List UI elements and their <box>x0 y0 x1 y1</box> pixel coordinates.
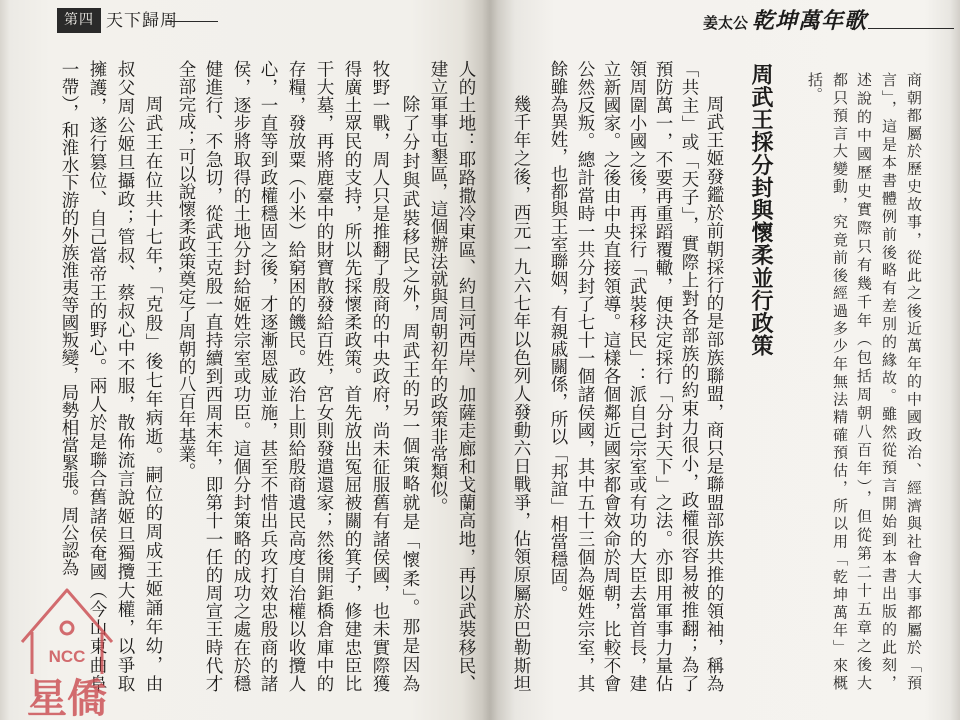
publisher-stamp <box>16 582 118 718</box>
text-column: 得廣土眾民的支持，所以先採懷柔政策。首先放出冤屈被關的箕子，修建忠臣比 <box>342 60 362 692</box>
text-column: 領周圍小國之後，再採行「武裝移民」：派自己宗室或有功的大臣去當首長，建 <box>627 60 647 692</box>
chapter-label: 第四章 <box>57 8 101 33</box>
text-column: 存糧，發放粟（小米）給窮困的饑民。政治上則給殷商遺民高度自治權以收攬人 <box>286 60 306 692</box>
text-column: 健進行、不急切，從武王克殷一直持續到西周末年，即第十一任的周宣王時代才 <box>203 60 223 692</box>
text-column: 一帶），和淮水下游的外族淮夷等國叛變，局勢相當緊張。周公認為 <box>59 60 79 577</box>
text-column: 周武王在位共十七年，「克殷」後七年病逝。嗣位的周成王姬誦年幼，由 <box>143 95 163 692</box>
text-column: 干大墓，再將鹿臺中的財寶散發給百姓，宮女則發遣還家；然後開鉅橋倉庫中的 <box>314 60 334 692</box>
intro-column: 括。 <box>806 72 824 102</box>
intro-column: 述說的中國歷史實際只有幾千年（包括周朝八百年），但從第二十五章之後大 <box>855 72 873 690</box>
text-column: 叔父周公姬旦攝政；管叔、蔡叔心中不服，散佈流言說姬旦獨攬大權，以爭取 <box>115 60 135 692</box>
stamp-ring <box>61 622 73 634</box>
text-column: 牧野一戰，周人只是推翻了殷商的中央政府，尚未征服舊有諸侯國，也未實際獲 <box>370 60 390 692</box>
intro-column: 言」，這是本書體例前後略有差別的緣故。雖然從預言開始到本書出版的此刻， <box>880 72 898 690</box>
text-column: 立新國家。之後由中央直接領導。這樣各個鄰近國家都會效命於周朝，比較不會 <box>601 60 621 692</box>
stamp-name: 星僑 <box>27 675 107 718</box>
text-column: 公然反叛。總計當時一共分封了七十一個諸侯國，其中五十三個為姬姓宗室，其 <box>575 60 595 692</box>
text-column: 「共主」或「天子」，實際上對各部族的約束力很小，政權很容易被推翻；為了 <box>679 60 699 692</box>
text-column: 心，一直等到政權穩固之後，才逐漸恩威並施，甚至不惜出兵攻打效忠殷商的諸 <box>258 60 278 692</box>
section-heading: 周武王採分封與懷柔並行政策 <box>748 63 774 357</box>
running-head-title: 乾坤萬年歌 <box>752 8 868 34</box>
left-header-rule <box>166 21 218 22</box>
right-header-rule <box>868 28 954 29</box>
text-column: 建立軍事屯墾區，這個辦法就與周朝初年的政策非常類似。 <box>428 60 448 515</box>
text-column: 全部完成；可以說懷柔政策奠定了周朝的八百年基業。 <box>176 60 196 480</box>
stamp-mark: NCC <box>48 647 86 666</box>
text-column: 人的土地：耶路撒冷東區、約旦河西岸、加薩走廊和戈蘭高地，再以武裝移民、 <box>456 60 476 692</box>
running-head-author: 姜太公 <box>703 14 749 32</box>
text-column: 擁護，遂行篡位、自己當帝王的野心。兩人於是聯合舊諸侯奄國（今山東曲阜 <box>87 60 107 692</box>
text-column: 幾千年之後，西元一九六七年以色列人發動六日戰爭，佔領原屬於巴勒斯坦 <box>511 95 531 692</box>
intro-column: 都只預言大變動，究竟前後經過多少年無法精確預估，所以用「乾坤萬年」來概 <box>831 72 849 690</box>
text-column: 預防萬一，不要再重蹈覆轍，便決定採行「分封天下」之法。亦即用軍事力量佔 <box>653 60 673 692</box>
text-column: 侯，逐步將取得的土地分封給姬姓宗室或功臣。這個分封策略的成功之處在於穩 <box>231 60 251 692</box>
intro-column: 商朝都屬於歷史故事，從此之後近萬年的中國政治、經濟與社會大事都屬於「預 <box>905 72 923 690</box>
chapter-title: 天下歸周 <box>106 11 178 31</box>
text-column: 餘雖為異姓，也都與王室聯姻，有親戚關係，所以「邦誼」相當穩固。 <box>548 60 568 603</box>
text-column: 除了分封與武裝移民之外，周武王的另一個策略就是「懷柔」。那是因為 <box>400 95 420 692</box>
text-column: 周武王姬發鑑於前朝採行的是部族聯盟，商只是聯盟部族共推的領袖，稱為 <box>704 95 724 692</box>
